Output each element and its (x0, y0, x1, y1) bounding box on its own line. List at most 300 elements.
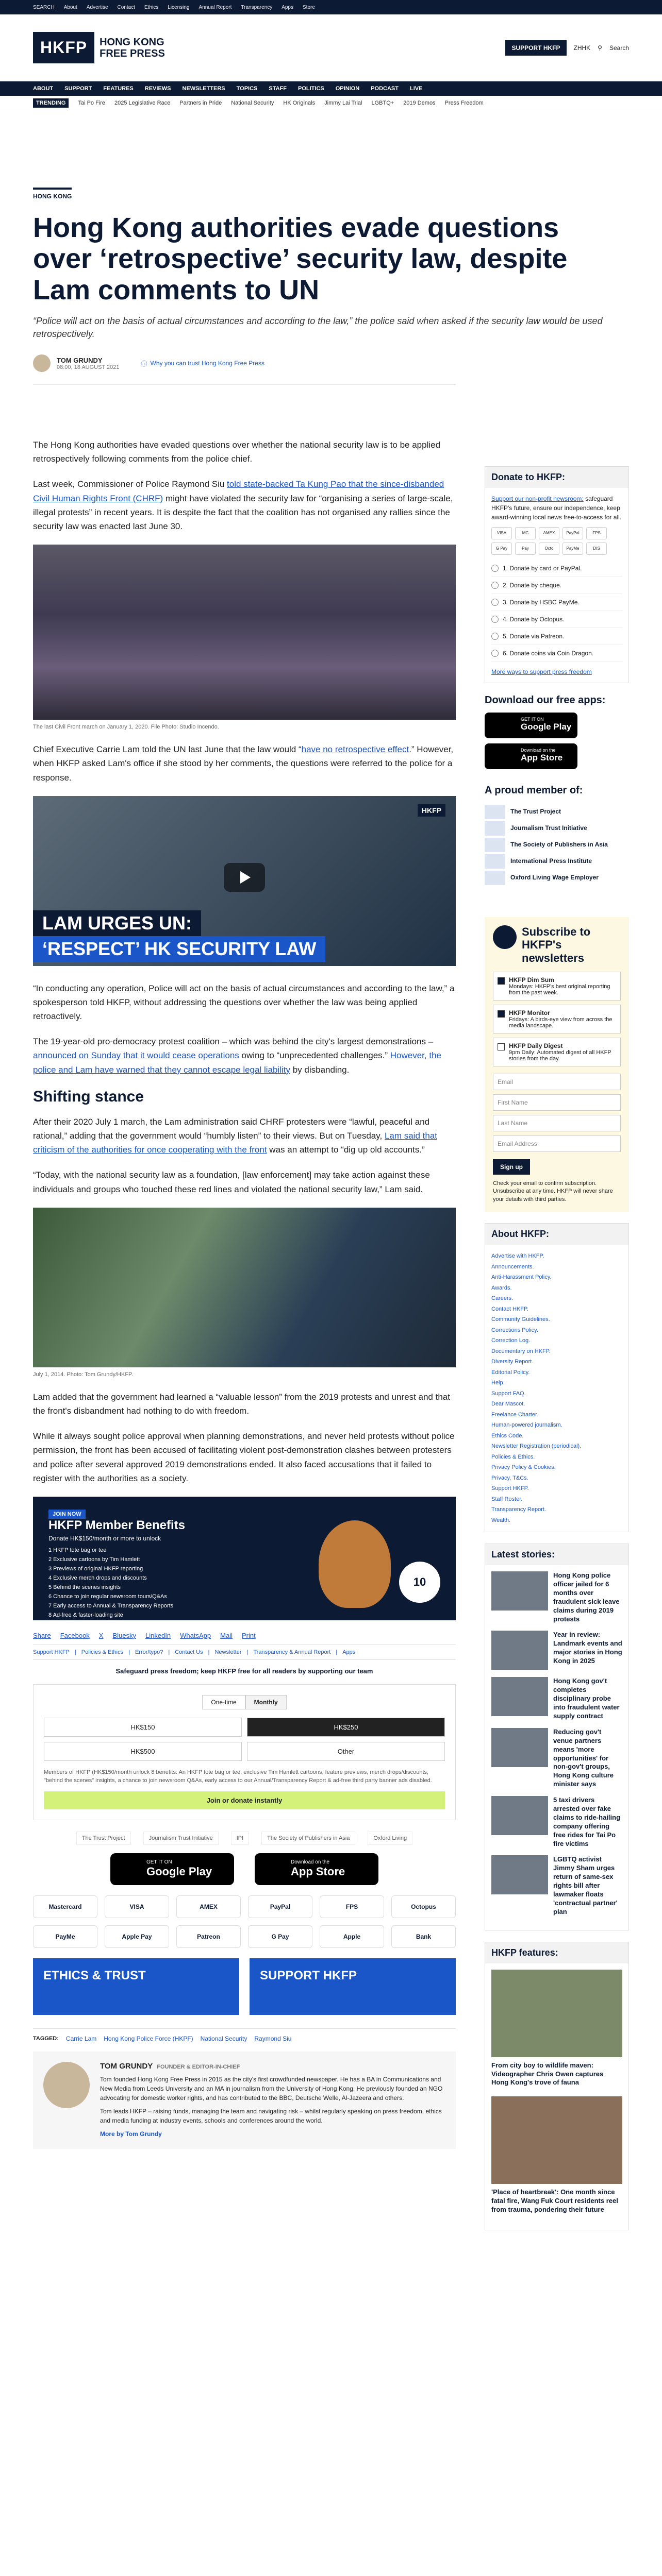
about-link[interactable]: Privacy, T&Cs. (491, 1475, 528, 1481)
member-benefits-banner[interactable] (33, 1497, 456, 1620)
trending-item[interactable]: 2019 Demos (403, 99, 436, 106)
badge-big: Google Play (146, 1865, 212, 1878)
about-link[interactable]: Freelance Charter. (491, 1411, 539, 1418)
member-org[interactable]: Oxford Living Wage Employer (485, 874, 629, 881)
about-link[interactable]: Newsletter Registration (periodical). (491, 1443, 582, 1450)
about-link[interactable]: Privacy Policy & Cookies. (491, 1464, 556, 1471)
google-play-badge[interactable] (110, 1853, 234, 1885)
topbar-advertise[interactable]: Advertise (86, 4, 108, 10)
trending-item[interactable]: Jimmy Lai Trial (324, 99, 362, 106)
newsletter-signup (485, 917, 629, 1212)
topbar-search[interactable]: SEARCH (33, 4, 55, 10)
signup-button[interactable]: Sign up (493, 1159, 530, 1175)
logo-oxford-living[interactable]: Oxford Living (368, 1832, 412, 1845)
benefit-item: 5 Behind the scenes insights (48, 1584, 121, 1590)
donation-amounts (44, 1718, 445, 1761)
share-bluesky[interactable]: Bluesky (112, 1631, 136, 1639)
payment-logo: PayMe (33, 1925, 97, 1948)
card-logo: Pay (515, 543, 536, 555)
trust-link-label: Why you can trust Hong Kong Free Press (150, 360, 264, 367)
story-title[interactable]: 5 taxi drivers arrested over fake claims to ride-hailing company offering free rides for Tai Po fire victims (553, 1796, 621, 1848)
search-icon[interactable]: ⚲ (598, 44, 602, 52)
footer-link[interactable]: Error/typo? (135, 1649, 163, 1655)
photo-caption: The last Civil Front march on January 1, 2020. File Photo: Studio Incendo. (33, 724, 219, 731)
badge-small: GET IT ON (146, 1859, 172, 1866)
trending-item[interactable]: National Security (231, 99, 274, 106)
payment-methods (33, 1895, 456, 1948)
story-thumbnail[interactable] (491, 1728, 548, 1767)
payment-logo: Apple Pay (105, 1925, 169, 1948)
about-link[interactable]: Support FAQ. (491, 1390, 526, 1397)
video-title-line1: LAM URGES UN: (33, 910, 201, 936)
nav-features[interactable]: FEATURES (103, 86, 134, 92)
video-logo: HKFP (418, 804, 445, 817)
trending-item[interactable]: Partners in Pride (179, 99, 222, 106)
top-utility-bar (0, 0, 662, 14)
paragraph: “Today, with the national security law as a foundation, [law enforcement] may take action against these individuals and groups who touched these red lines and violated the national security law,” Lam said. (33, 1170, 430, 1194)
option-label: 6. Donate coins via Coin Dragon. (503, 650, 594, 657)
anniversary-badge: 10 (399, 1562, 440, 1603)
nav-podcast[interactable]: PODCAST (371, 86, 399, 92)
radio-icon (491, 599, 499, 606)
footer-link[interactable]: Policies & Ethics (81, 1649, 124, 1655)
logo-trust-project[interactable]: The Trust Project (76, 1832, 131, 1845)
publish-date: 08:00, 18 AUGUST 2021 (57, 364, 120, 370)
apps-title: Download our free apps: (485, 694, 606, 706)
option-label: 2. Donate by cheque. (503, 582, 562, 589)
benefits-title: HKFP Member Benefits (48, 1518, 185, 1532)
site-logo[interactable] (33, 32, 165, 63)
about-link[interactable]: Help. (491, 1380, 505, 1386)
more-ways-link[interactable]: More ways to support press freedom (491, 668, 592, 675)
play-icon[interactable] (224, 863, 265, 892)
text: owing to “unprecedented challenges.” (239, 1050, 390, 1061)
header-actions (505, 40, 629, 56)
newsletter-fineprint: Check your email to confirm subscription. Unsubscribe at any time. HKFP will never share your details with third parties. (493, 1180, 613, 1202)
tab-monthly[interactable]: Monthly (245, 1695, 287, 1709)
language-switch[interactable]: ZHHK (573, 44, 591, 52)
share-print[interactable]: Print (241, 1631, 256, 1639)
article-body (33, 438, 456, 2149)
nav-opinion[interactable]: OPINION (335, 86, 360, 92)
nav-reviews[interactable]: REVIEWS (144, 86, 171, 92)
benefits-subtitle: Donate HK$150/month or more to unlock (48, 1534, 161, 1542)
inline-link[interactable]: announced on Sunday that it would cease operations (33, 1050, 239, 1061)
card-logo: PayPal (562, 527, 583, 539)
nonprofit-link[interactable]: Support our non-profit newsroom: (491, 495, 584, 502)
badge-small: Download on the (521, 748, 556, 753)
benefit-item: 3 Previews of original HKFP reporting (48, 1565, 143, 1572)
nav-support[interactable]: SUPPORT (64, 86, 92, 92)
amount-option[interactable]: Other (247, 1742, 445, 1761)
topbar-ethics[interactable]: Ethics (144, 4, 159, 10)
protest-march-photo (33, 545, 456, 720)
payment-logo: VISA (105, 1895, 169, 1918)
inline-link[interactable]: Lam said that criticism of the authorities for once cooperating with the front (33, 1131, 437, 1155)
card-logo: VISA (491, 527, 512, 539)
tagged-label: TAGGED: (33, 2035, 59, 2042)
last-name-field[interactable]: Last Name (493, 1115, 621, 1131)
logo-line2: FREE PRESS (100, 47, 165, 59)
about-link[interactable]: Transparency Report. (491, 1506, 546, 1513)
member-logos (33, 1832, 456, 1845)
about-link[interactable]: Documentary on HKFP. (491, 1348, 551, 1354)
story-thumbnail[interactable] (491, 1631, 548, 1670)
video-title-line2: ‘RESPECT’ HK SECURITY LAW (33, 936, 325, 962)
benefit-item: 6 Chance to join regular newsroom tours/Q&As (48, 1593, 167, 1600)
article-title: Hong Kong authorities evade questions over ‘retrospective’ security law, despite Lam comments to UN (33, 212, 568, 306)
about-link[interactable]: Human-powered journalism. (491, 1422, 562, 1429)
feature-image[interactable] (491, 1970, 622, 2057)
card-logo: FPS (586, 527, 607, 539)
payment-logo: Octopus (391, 1895, 456, 1918)
nl-name: HKFP Dim Sum (509, 976, 554, 984)
role: FOUNDER & EDITOR-IN-CHIEF (157, 2063, 240, 2070)
story-thumbnail[interactable] (491, 1677, 548, 1716)
badge-big: Google Play (521, 722, 572, 732)
feature-title[interactable]: 'Place of heartbreak': One month since fatal fire, Wang Fuk Court residents reel from trauma, pondering their future (491, 2188, 618, 2214)
payment-logo: Apple (320, 1925, 384, 1948)
donation-widget (33, 1684, 456, 1820)
nav-newsletters[interactable]: NEWSLETTERS (182, 86, 225, 92)
author-name[interactable]: TOM GRUNDY (57, 356, 103, 364)
latest-title: Latest stories: (485, 1544, 628, 1565)
topbar-annual-report[interactable]: Annual Report (198, 4, 232, 10)
story-item[interactable] (491, 1571, 622, 1623)
donate-option[interactable] (491, 577, 622, 594)
author-bio-box (33, 2052, 456, 2149)
badge-big: App Store (291, 1865, 345, 1878)
trending-item[interactable]: LGBTQ+ (371, 99, 394, 106)
text: safeguard HKFP's future, ensure our independence, keep award-winning local news free-to-access for all. (491, 495, 622, 521)
payment-logo: PayPal (248, 1895, 312, 1918)
tag-list (33, 2028, 456, 2042)
embedded-video[interactable] (33, 796, 456, 966)
payment-logo: Mastercard (33, 1895, 97, 1918)
topbar-licensing[interactable]: Licensing (168, 4, 190, 10)
payment-logo: G Pay (248, 1925, 312, 1948)
about-link[interactable]: Announcements. (491, 1263, 534, 1270)
share-label: Share (33, 1631, 51, 1639)
donation-frequency-tabs (44, 1695, 445, 1709)
about-title: About HKFP: (485, 1224, 628, 1245)
article-footer-links: Support HKFP | Policies & Ethics | Error/typo? | Contact Us | Newsletter | Transparency & Annual Report | Apps (33, 1645, 456, 1660)
story-item[interactable] (491, 1728, 622, 1789)
feature-item[interactable] (491, 2096, 622, 2214)
donate-option[interactable] (491, 560, 622, 577)
benefit-item: 2 Exclusive cartoons by Tim Hamlett (48, 1556, 140, 1563)
footer-link[interactable]: Support HKFP (33, 1649, 70, 1655)
membership-note: Members of HKFP (HK$150/month unlock 8 benefits: An HKFP tote bag or tee, exclusive Tim Hamlett cartoons, feature previews, merch drops/discounts, "behind the scenes" insights, a chance to join newsroom Q&As, early access to our Annual/Transparency Report & ad-free third party banner ads disabled. (44, 1769, 432, 1784)
header-search-label[interactable]: Search (609, 44, 629, 52)
nl-desc: Mondays: HKFP's best original reporting from the past week. (509, 983, 610, 996)
topbar-apps[interactable]: Apps (282, 4, 293, 10)
tag-link[interactable]: Carrie Lam (65, 2035, 97, 2042)
promo-banners (33, 1958, 456, 2015)
app-store-badge[interactable] (485, 743, 577, 769)
proud-member-title: A proud member of: (485, 785, 583, 796)
name[interactable]: TOM GRUNDY (100, 2061, 153, 2071)
card-logo: PayMe (562, 543, 583, 555)
footer-link[interactable]: Transparency & Annual Report (253, 1649, 331, 1655)
police-photo (33, 1208, 456, 1367)
about-link[interactable]: Community Guidelines. (491, 1316, 550, 1323)
ethics-banner[interactable]: ETHICS & TRUST (33, 1958, 239, 2015)
inline-link[interactable]: told state-backed Ta Kung Pao that the since-disbanded Civil Human Rights Front (CHRF) (33, 479, 444, 503)
feature-title[interactable]: From city boy to wildlife maven: Videographer Chris Owen captures Hong Kong's trove of fauna (491, 2061, 604, 2087)
logo-mark: HKFP (33, 32, 94, 63)
features-title: HKFP features: (485, 1942, 628, 1963)
text: might have violated the security law for “organising a series of large-scale, illegal protests” in recent years. It is despite the fact that the coalition has not organised any rallies since the security law was enacted last June 30. (33, 493, 453, 531)
safeguard-message: Safeguard press freedom; keep HKFP free for all readers by supporting our team (115, 1667, 373, 1675)
member-org[interactable]: The Trust Project (485, 808, 629, 815)
story-title[interactable]: Hong Kong police officer jailed for 6 months over fraudulent sick leave claims during 2019 protests (553, 1571, 620, 1623)
email-address-field[interactable]: Email Address (493, 1136, 621, 1152)
footer-link[interactable]: Contact Us (175, 1649, 203, 1655)
footer-link[interactable]: Newsletter (214, 1649, 242, 1655)
logo-sopa[interactable]: The Society of Publishers in Asia (261, 1832, 355, 1845)
about-link[interactable]: Correction Log. (491, 1337, 531, 1344)
feature-item[interactable] (491, 1970, 622, 2088)
join-now-badge[interactable]: JOIN NOW (48, 1510, 86, 1519)
share-mail[interactable]: Mail (220, 1631, 233, 1639)
about-link[interactable]: Ethics Code. (491, 1432, 524, 1439)
amount-option[interactable]: HK$150 (44, 1718, 242, 1737)
about-link[interactable]: Wealth. (491, 1517, 511, 1523)
newsletter-title: Subscribe to HKFP's newsletters (493, 925, 621, 964)
paragraph (33, 477, 456, 533)
nl-desc: 9pm Daily: Automated digest of all HKFP stories from the day. (509, 1049, 611, 1062)
deer-mascot-image (319, 1520, 391, 1608)
card-logo: G Pay (491, 543, 512, 555)
trending-item[interactable]: Press Freedom (444, 99, 484, 106)
donate-widget (485, 466, 629, 683)
trending-item[interactable]: 2025 Legislative Race (114, 99, 171, 106)
badge-small: GET IT ON (521, 717, 544, 722)
text: was an attempt to “dig up old accounts.” (267, 1145, 425, 1155)
nav-about[interactable]: ABOUT (33, 86, 54, 92)
about-link[interactable]: Dear Mascot. (491, 1401, 525, 1408)
author-bio-name (100, 2062, 445, 2071)
text: .” However, when HKFP asked Lam's office if she stood by her comments, the questions were referred to the police for a response. (33, 744, 454, 783)
trending-item[interactable]: HK Originals (283, 99, 316, 106)
article-header (0, 110, 662, 385)
amount-option-selected[interactable]: HK$250 (247, 1718, 445, 1737)
logo-jti[interactable]: Journalism Trust Initiative (143, 1832, 219, 1845)
google-play-badge[interactable] (485, 713, 577, 738)
member-org[interactable]: International Press Institute (485, 857, 629, 865)
section-heading: Shifting stance (33, 1088, 144, 1105)
topbar-contact[interactable]: Contact (117, 4, 135, 10)
tag-link[interactable]: Hong Kong Police Force (HKPF) (104, 2035, 193, 2042)
trending-item[interactable]: Tai Po Fire (78, 99, 106, 106)
story-title[interactable]: LGBTQ activist Jimmy Sham urges return of same-sex rights bill after lawmaker floats 'contractual partner' plan (553, 1855, 618, 1916)
badge-small: Download on the (291, 1859, 330, 1866)
main-nav (0, 81, 662, 96)
about-link[interactable]: Corrections Policy. (491, 1327, 538, 1333)
text: by disbanding. (290, 1064, 350, 1075)
newsletter-option[interactable] (493, 1038, 621, 1066)
trust-link[interactable] (141, 359, 264, 368)
paragraph: Lam added that the government had learned a “valuable lesson” from the 2019 protests and unrest and that the front's disbandment had nothing to do with freedom. (33, 1392, 450, 1416)
tab-one-time[interactable]: One-time (202, 1695, 245, 1709)
member-org[interactable]: The Society of Publishers in Asia (485, 841, 629, 848)
about-link[interactable]: Advertise with HKFP. (491, 1253, 544, 1260)
topbar-about[interactable]: About (63, 4, 77, 10)
radio-icon (491, 565, 499, 572)
story-item[interactable] (491, 1677, 622, 1720)
about-link[interactable]: Support HKFP. (491, 1485, 529, 1492)
share-bar (33, 1632, 456, 1639)
nl-desc: Fridays: A birds-eye view from across the media landscape. (509, 1016, 613, 1029)
logo-text (100, 37, 165, 59)
member-org[interactable]: Journalism Trust Initiative (485, 824, 629, 832)
about-links (485, 1245, 628, 1532)
checkbox-icon[interactable] (498, 1043, 505, 1050)
nav-topics[interactable]: TOPICS (236, 86, 258, 92)
site-header (0, 14, 662, 81)
card-logo: MC (515, 527, 536, 539)
about-link[interactable]: Contact HKFP. (491, 1306, 528, 1312)
nl-name: HKFP Monitor (509, 1009, 550, 1016)
share-facebook[interactable]: Facebook (60, 1631, 90, 1639)
member-orgs (485, 803, 629, 886)
payment-logo: AMEX (176, 1895, 241, 1918)
text: Last week, Commissioner of Police Raymond Siu (33, 479, 227, 489)
paragraph (33, 1115, 456, 1157)
nl-name: HKFP Daily Digest (509, 1042, 563, 1049)
newsletter-option[interactable] (493, 1005, 621, 1033)
about-link[interactable]: Diversity Report. (491, 1359, 534, 1365)
author-bio: Tom leads HKFP – raising funds, managing the team and navigating risk – whilst regularly speaking on press freedom, ethics and media funding at industry events, schools and conferences around the world. (100, 2107, 442, 2124)
about-link[interactable]: Editorial Policy. (491, 1369, 530, 1376)
inline-link[interactable]: have no retrospective effect (301, 744, 409, 755)
checkbox-checked-icon[interactable] (498, 977, 505, 985)
paragraph (33, 742, 456, 785)
story-title[interactable]: Year in review: Landmark events and major stories in Hong Kong in 2025 (553, 1631, 622, 1665)
benefit-item: 1 HKFP tote bag or tee (48, 1547, 107, 1553)
text: The 19-year-old pro-democracy protest coalition – which was behind the city's largest demonstrations – (33, 1037, 434, 1047)
join-donate-button[interactable]: Join or donate instantly (44, 1791, 445, 1809)
logo-ipi[interactable]: IPI (231, 1832, 249, 1845)
donate-option[interactable] (491, 645, 622, 662)
share-x[interactable]: X (98, 1631, 104, 1639)
about-link[interactable]: Staff Roster. (491, 1496, 523, 1502)
story-item[interactable] (491, 1796, 622, 1848)
story-thumbnail[interactable] (491, 1571, 548, 1611)
email-field[interactable]: Email (493, 1074, 621, 1090)
story-title[interactable]: Reducing gov't venue partners means 'more opportunities' for non-gov't groups, Hong Kong culture minister says (553, 1727, 614, 1788)
trending-bar (0, 96, 662, 110)
card-logo: Octo (539, 543, 559, 555)
app-store-badges (33, 1853, 456, 1885)
checkbox-checked-icon[interactable] (498, 1010, 505, 1018)
story-title[interactable]: Hong Kong gov't completes disciplinary probe into fraudulent water supply contract (553, 1677, 620, 1720)
topbar-store[interactable]: Store (303, 4, 315, 10)
story-item[interactable] (491, 1631, 622, 1670)
tag-link[interactable]: National Security (200, 2035, 247, 2042)
paragraph: “In conducting any operation, Police will act on the basis of actual circumstances and according to the law,” a spokesperson told HKFP, without addressing the questions over whether the law was being applied retroactively. (33, 983, 455, 1022)
byline (33, 354, 456, 385)
photo-caption: July 1, 2014. Photo: Tom Grundy/HKFP. (33, 1371, 134, 1378)
option-label: 3. Donate by HSBC PayMe. (503, 599, 580, 606)
story-thumbnail[interactable] (491, 1855, 548, 1894)
nav-politics[interactable]: POLITICS (298, 86, 324, 92)
share-linkedin[interactable]: LinkedIn (145, 1631, 171, 1639)
benefit-item: 4 Exclusive merch drops and discounts (48, 1574, 147, 1581)
app-store-badge[interactable] (255, 1853, 378, 1885)
latest-stories-widget (485, 1544, 629, 1930)
first-name-field[interactable]: First Name (493, 1094, 621, 1111)
text: After their 2020 July 1 march, the Lam administration said CHRF protesters were “lawful, peaceful and rational,” adding that the government would “humbly listen” to their views. But on Tuesday, (33, 1116, 430, 1141)
info-icon: ⓘ (141, 360, 147, 367)
option-label: 5. Donate via Patreon. (503, 633, 565, 640)
support-hkfp-button[interactable]: SUPPORT HKFP (505, 40, 566, 56)
newsletter-option[interactable] (493, 972, 621, 1001)
option-label: 1. Donate by card or PayPal. (503, 565, 582, 572)
story-thumbnail[interactable] (491, 1796, 548, 1835)
paragraph (33, 1035, 456, 1077)
inline-link[interactable]: However, the police and Lam have warned that they cannot escape legal liability (33, 1050, 441, 1075)
about-link[interactable]: Careers. (491, 1295, 514, 1302)
amount-option[interactable]: HK$500 (44, 1742, 242, 1761)
donate-option[interactable] (491, 628, 622, 645)
about-link[interactable]: Anti-Harassment Policy. (491, 1274, 552, 1281)
story-item[interactable] (491, 1855, 622, 1916)
author-bio: Tom founded Hong Kong Free Press in 2015 as the city's first crowdfunded newspaper. He has a BA in Communications and New Media from Leeds University and an MA in journalism from the University of Hong Kong. He previously founded an NGO advocating for domestic worker rights, and has contributed to the BBC, Deutsche Welle, Al-Jazeera and others. (100, 2075, 443, 2102)
benefit-item: 8 Ad-free & faster-loading site (48, 1612, 123, 1618)
card-logo: DIS (586, 543, 607, 555)
nav-staff[interactable]: STAFF (269, 86, 287, 92)
radio-icon (491, 633, 499, 640)
sidebar (485, 466, 629, 2242)
donate-option[interactable] (491, 611, 622, 628)
payment-logo: Bank (391, 1925, 456, 1948)
option-label: 4. Donate by Octopus. (503, 616, 565, 623)
article-category[interactable]: HONG KONG (33, 188, 72, 200)
paragraph: The Hong Kong authorities have evaded questions over whether the national security law is to be applied retrospectively following comments from the police chief. (33, 440, 441, 464)
about-hkfp-widget (485, 1223, 629, 1532)
nav-live[interactable]: LIVE (409, 86, 423, 92)
share-whatsapp[interactable]: WhatsApp (180, 1631, 211, 1639)
payment-logo: FPS (320, 1895, 384, 1918)
badge-big: App Store (521, 753, 563, 762)
about-link[interactable]: Policies & Ethics. (491, 1453, 535, 1460)
payment-logo: Patreon (176, 1925, 241, 1948)
benefit-item: 7 Early access to Annual & Transparency Reports (48, 1602, 174, 1609)
radio-icon (491, 582, 499, 589)
tag-link[interactable]: Raymond Siu (254, 2035, 292, 2042)
about-link[interactable]: Awards. (491, 1284, 512, 1291)
author-avatar[interactable] (33, 354, 51, 372)
article-standfirst: “Police will act on the basis of actual circumstances and according to the law,” the police said when asked if the security law would be used retrospectively. (33, 316, 603, 339)
paragraph: While it always sought police approval when planning demonstrations, and never held protests without police permission, the front has been accused of facilitating violent post-demonstration clashes between protesters and police after several approved 2019 demonstrations ended. It also faced accusations that it failed to register with the authorities as a society. (33, 1431, 455, 1483)
donate-option[interactable] (491, 594, 622, 611)
card-logos (491, 527, 622, 555)
donate-title: Donate to HKFP: (485, 467, 628, 488)
support-banner[interactable]: SUPPORT HKFP (250, 1958, 456, 2015)
logo-line1: HONG KONG (100, 36, 164, 48)
feature-image[interactable] (491, 2096, 622, 2184)
footer-link[interactable]: Apps (342, 1649, 356, 1655)
radio-icon (491, 650, 499, 657)
author-photo[interactable] (43, 2062, 90, 2108)
trending-tag: TRENDING (33, 98, 69, 108)
features-widget (485, 1942, 629, 2230)
radio-icon (491, 616, 499, 623)
more-by-author-link[interactable]: More by Tom Grundy (100, 2130, 162, 2138)
topbar-transparency[interactable]: Transparency (241, 4, 273, 10)
